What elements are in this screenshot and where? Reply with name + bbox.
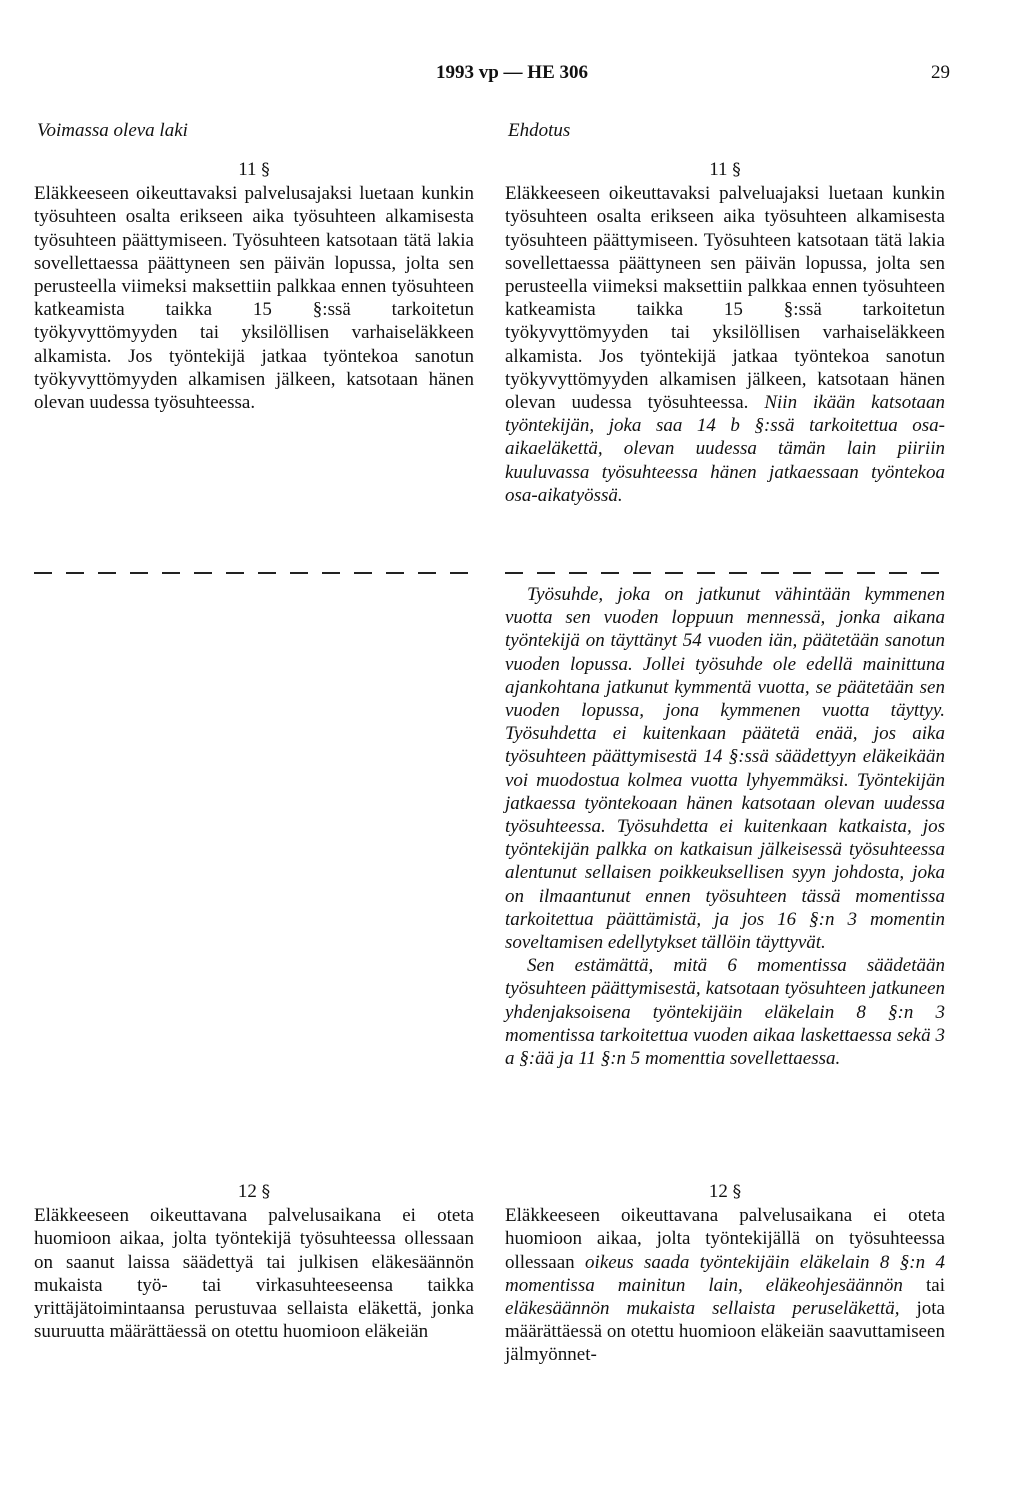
right-s12-part-e: jota määrättäessä on otettu huomioon eläkeiän saavuttamiseen jälmyönnet-	[505, 1298, 945, 1366]
section-sign: §	[732, 1182, 742, 1202]
right-para-a-text: Työsuhde, joka on jatkunut vähintään kymmenen vuotta sen vuoden loppuun mennessä, jonka aikana työntekijä on täyttänyt 54 vuoden iän, päätetään sanotun vuoden lopussa. Jollei työsuhde ole edellä mainittuna ajankohtana jatkunut kymmentä vuotta, se päätetään sen vuoden lopussa, jona kymmenen vuotta täyttyy. Työsuhdetta ei kuitenkaan päätetä enää, jos aika työsuhteen päättymisestä 14 §:ssä säädettyyn eläkeikään voi muodostua kolmea vuotta lyhyemmäksi. Työntekijän jatkaessa työntekoaan hänen katsotaan olevan uudessa työsuhteessa. Työsuhdetta ei kuitenkaan katkaista, jos työntekijän palkka on katkaisun jälkeisessä työsuhteessa alentunut sellaisen poikkeuksellisen syyn johdosta, joka on ilmaantunut ennen työsuhteen tässä momentissa tarkoitettua päättämistä, ja jos 16 §:n 3 momentin soveltamisen edellytykset tällöin täyttyvät.	[505, 584, 945, 954]
right-s12-part-b: oikeus saada työntekijäin eläkelain 8 §:n 4 momentissa mainitun lain, eläkeohjesäännön	[505, 1251, 945, 1296]
right-para-b	[505, 954, 945, 1070]
right-column-title: Ehdotus	[508, 120, 571, 141]
left-s11-heading	[34, 158, 474, 182]
right-s12-part-c: tai	[902, 1274, 945, 1296]
right-para-a	[505, 583, 945, 954]
page-header: 1993 vp — HE 306	[435, 62, 589, 83]
left-s12-heading	[34, 1180, 474, 1204]
right-s12-number: 12	[708, 1181, 728, 1202]
right-s12-text	[505, 1204, 945, 1366]
right-s11-text	[505, 182, 945, 507]
left-s12-number: 12	[237, 1181, 257, 1202]
right-s11-italic: Niin ikään katsotaan työntekijän, joka saa 14 b §:ssä tarkoitettua osa-aikaeläkettä, olevan uudessa tämän lain piiriin kuuluvassa työsuhteessa hänen jatkaessaan työntekoa osa-aikatyössä.	[505, 392, 946, 506]
right-s12-heading	[505, 1180, 945, 1204]
section-sign: §	[261, 160, 270, 180]
right-s12-part-d: eläkesäännön mukaista sellaista peruseläkettä,	[505, 1298, 900, 1320]
right-s11-heading	[505, 158, 945, 182]
right-dash-separator	[505, 572, 945, 574]
right-section-11	[505, 158, 945, 507]
right-section-12	[505, 1180, 945, 1367]
left-s11-text: Eläkkeeseen oikeuttavaksi palvelusajaksi luetaan kunkin työsuhteen osalta erikseen aika työsuhteen alkamisesta työsuhteen päättymiseen. Työsuhteen katsotaan tätä lakia sovellettaessa päättyneen sen päivän lopussa, jolta sen perusteella viimeksi maksettiin palkkaa ennen työsuhteen katkeamista taikka 15 §:ssä tarkoitetun työkyvyttömyyden tai yksilöllisen varhaiseläkkeen alkamista. Jos työntekijä jatkaa työntekoa sanotun työkyvyttömyyden alkamisen jälkeen, katsotaan hänen olevan uudessa työsuhteessa.	[34, 183, 474, 414]
left-s12-text: Eläkkeeseen oikeuttavana palvelusaikana ei oteta huomioon aikaa, jolta työntekijä työsuhteessa ollessaan on saanut laissa säädettyä tai julkisen eläkesäännön mukaista työ- tai virkasuhteeseensa taikka yrittäjätoimintaansa perustuvaa sellaista eläkettä, jonka suuruutta määrättäessä on otettu huomioon eläkeiän	[34, 1205, 474, 1343]
left-section-11	[34, 158, 474, 414]
right-s12-part-a: Eläkkeeseen oikeuttavana palvelusaikana ei oteta huomioon aikaa, jolta työntekijällä on työsuhteessa ollessaan	[505, 1205, 945, 1273]
section-sign: §	[261, 1182, 271, 1202]
section-sign: §	[732, 160, 741, 180]
page-number: 29	[931, 62, 950, 83]
right-new-paragraphs	[505, 583, 945, 1070]
right-para-b-text: Sen estämättä, mitä 6 momentissa säädetään työsuhteen päättymisestä, katsotaan työsuhteen jatkuneen yhdenjaksoisena työntekijäin eläkelain 8 §:n 3 momentissa tarkoitettua vuoden aikaa laskettaessa sekä 3 a §:ää ja 11 §:n 5 momenttia sovellettaessa.	[505, 955, 945, 1070]
left-section-12	[34, 1180, 474, 1343]
left-dash-separator	[34, 572, 474, 574]
right-s11-number: 11	[709, 159, 728, 180]
left-column-title: Voimassa oleva laki	[37, 120, 188, 141]
right-s11-main: Eläkkeeseen oikeuttavaksi palveluajaksi luetaan kunkin työsuhteen osalta erikseen aika työsuhteen alkamisesta työsuhteen päättymiseen. Työsuhteen katsotaan tätä lakia sovellettaessa päättyneen sen päivän lopussa, jolta sen perusteella viimeksi maksettiin palkkaa ennen työsuhteen katkeamista taikka 15 §:ssä tarkoitetun työkyvyttömyyden tai yksilöllisen varhaiseläkkeen alkamista. Jos työntekijä jatkaa työntekoa sanotun työkyvyttömyyden alkamisen jälkeen, katsotaan hänen olevan uudessa työsuhteessa.	[505, 183, 945, 414]
left-s11-number: 11	[238, 159, 257, 180]
